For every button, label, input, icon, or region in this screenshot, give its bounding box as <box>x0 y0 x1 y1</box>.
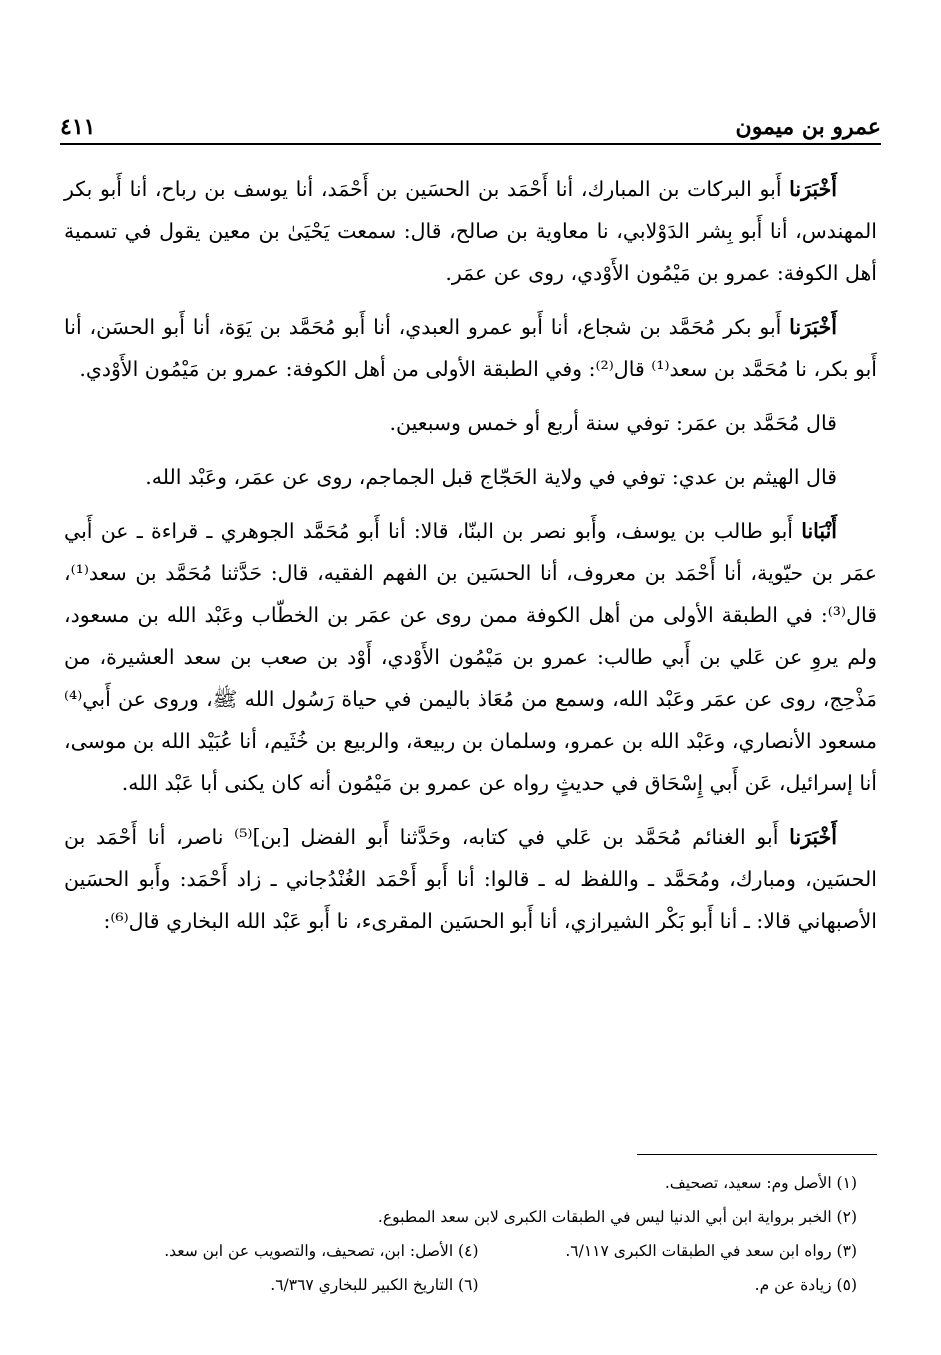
footnote-row <box>100 1234 857 1268</box>
paragraph-lead: أَخْبَرَنا <box>789 177 837 201</box>
footnote-2: (٢) الخبر برواية ابن أبي الدنيا ليس في الطبقات الكبرى لابن سعد المطبوع. <box>377 1208 857 1226</box>
footnote-4: (٤) الأصل: ابن، تصحيف، والتصويب عن ابن سعد. <box>164 1242 479 1260</box>
body-text <box>64 168 877 954</box>
footnote-5: (٥) زيادة عن م. <box>754 1276 857 1294</box>
footnotes <box>100 1166 857 1302</box>
running-title: عمرو بن ميمون <box>735 114 881 140</box>
footnote-row <box>100 1268 857 1302</box>
page-number: ٤١١ <box>60 114 96 140</box>
paragraph-text: أَبو طالب بن يوسف، وأَبو نصر بن البنّا، قالا: أنا أَبو مُحَمَّد الجوهري ـ قراءة ـ عن أَبي عمَر بن حيّوية، أنا أَحْمَد بن معروف، أنا الحسَين بن الفهم الفقيه، قال: حَدَّثنا مُحَمَّد بن سعد⁽¹⁾، قال⁽³⁾: في الطبقة الأولى من أهل الكوفة ممن روى عن عمَر بن الخطّاب وعَبْد الله بن مسعود، ولم يروِ عن عَلي بن أَبي طالب: عمرو بن مَيْمُون الأَوْدي، أَوْد بن صعب بن سعد العشيرة، من مَذْحِج، روى عن عمَر وعَبْد الله، وسمع من مُعَاذ باليمن في حياة رَسُول الله ﷺ، وروى عن أَبي⁽⁴⁾ مسعود الأنصاري، وعَبْد الله بن عمرو، وسلمان بن ربيعة، والربيع بن خُثَيم، أنا عُبَيْد الله بن موسى، أنا إسرائيل، عَن أَبي إِسْحَاق في حديثٍ رواه عن عمرو بن مَيْمُون أنه كان يكنى أبا عَبْد الله. <box>64 519 877 795</box>
paragraph-text: أَبو بكر مُحَمَّد بن شجاع، أنا أَبو عمرو العبدي، أنا أَبو مُحَمَّد بن يَوَة، أنا أَبو الحسَن، أنا أَبو بكر، نا مُحَمَّد بن سعد⁽¹⁾ قال⁽²⁾: وفي الطبقة الأولى من أهل الكوفة: عمرو بن مَيْمُون الأَوْدي. <box>64 315 877 381</box>
paragraph-text: أَبو البركات بن المبارك، أنا أَحْمَد بن الحسَين بن أَحْمَد، أنا يوسف بن رباح، أنا أَبو بكر المهندس، أنا أَبو بِشر الدَوْلابي، نا معاوية بن صالح، قال: سمعت يَحْيَىٰ بن معين يقول في تسمية أهل الكوفة: عمرو بن مَيْمُون الأَوْدي، روى عن عمَر. <box>64 177 877 285</box>
paragraph-5 <box>64 510 877 804</box>
footnote-row <box>100 1166 857 1200</box>
paragraph-6 <box>64 816 877 942</box>
paragraph-lead: أَخْبَرَنا <box>789 315 837 339</box>
paragraph-3 <box>64 402 877 444</box>
footnote-1: (١) الأصل وم: سعيد، تصحيف. <box>664 1174 857 1192</box>
footnote-3: (٣) رواه ابن سعد في الطبقات الكبرى ٦/١١٧. <box>565 1242 857 1260</box>
footnote-row <box>100 1200 857 1234</box>
footnote-6: (٦) التاريخ الكبير للبخاري ٦/٣٦٧. <box>270 1276 479 1294</box>
paragraph-text: أَبو الغنائم مُحَمَّد بن عَلي في كتابه، وحَدَّثنا أَبو الفضل [بن]⁽⁵⁾ ناصر، أنا أَحْمَد بن الحسَين، ومبارك، ومُحَمَّد ـ واللفظ له ـ قالوا: أنا أَبو أَحْمَد الغُنْدُجاني ـ زاد أَحْمَد: وأَبو الحسَين الأصبهاني قالا: ـ أنا أَبو بَكْر الشيرازي، أنا أَبو الحسَين المقرىء، نا أَبو عَبْد الله البخاري قال⁽⁶⁾: <box>64 825 877 933</box>
header-rule <box>60 143 881 145</box>
paragraph-lead: أَنْبَانا <box>801 519 837 543</box>
paragraph-text: قال مُحَمَّد بن عمَر: توفي سنة أربع أو خمس وسبعين. <box>389 411 837 435</box>
paragraph-lead: أَخْبَرَنا <box>789 825 837 849</box>
paragraph-1 <box>64 168 877 294</box>
paragraph-4 <box>64 456 877 498</box>
footnote-rule <box>637 1154 877 1155</box>
paragraph-2 <box>64 306 877 390</box>
paragraph-text: قال الهيثم بن عدي: توفي في ولاية الحَجّاج قبل الجماجم، روى عن عمَر، وعَبْد الله. <box>145 465 837 489</box>
page-header <box>60 100 881 140</box>
